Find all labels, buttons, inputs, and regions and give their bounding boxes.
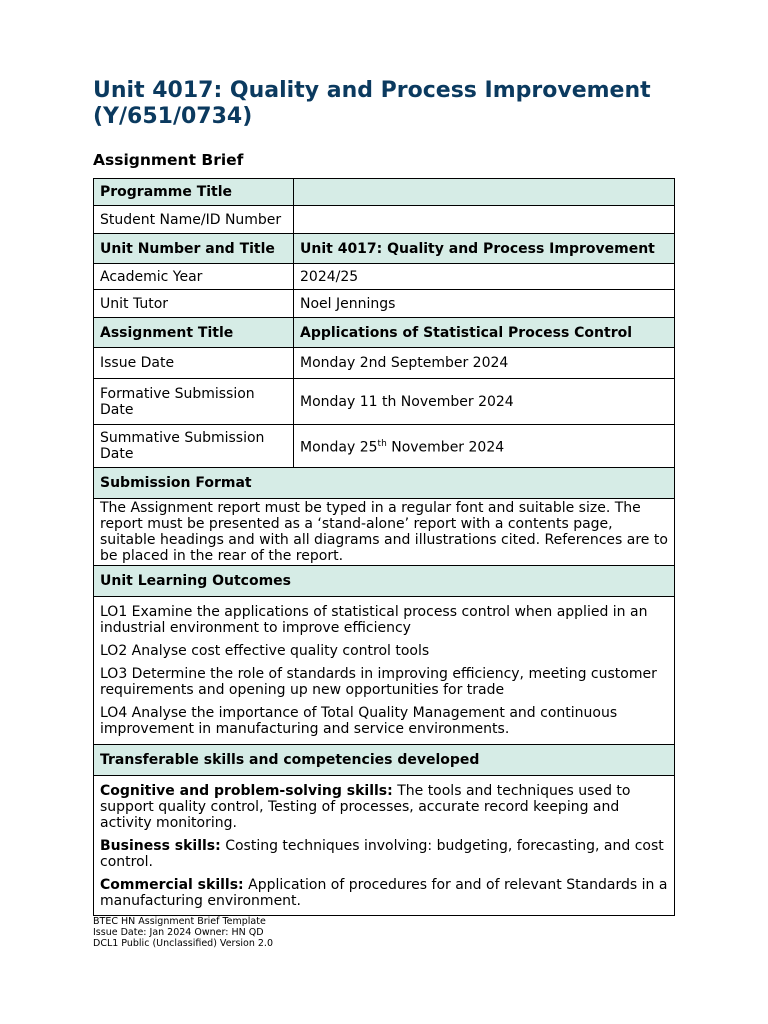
transferable-skills-heading: Transferable skills and competencies developed bbox=[94, 745, 675, 776]
submission-format-text: The Assignment report must be typed in a regular font and suitable size. The report must be presented as a ‘stand-alone’ report with a contents page, suitable headings and with all diagrams and illustrations cited. References are to be placed in the rear of the report. bbox=[94, 499, 675, 566]
footer-line: BTEC HN Assignment Brief Template bbox=[93, 916, 266, 927]
table-row bbox=[94, 234, 675, 264]
academic-year-label: Academic Year bbox=[94, 264, 294, 290]
assignment-title-value: Applications of Statistical Process Control bbox=[294, 318, 675, 348]
table-row bbox=[94, 264, 675, 290]
footer-line: DCL1 Public (Unclassified) Version 2.0 bbox=[93, 938, 273, 949]
student-name-value bbox=[294, 206, 675, 234]
student-name-label: Student Name/ID Number bbox=[94, 206, 294, 234]
footer-line: Issue Date: Jan 2024 Owner: HN QD bbox=[93, 927, 264, 938]
page-title: Unit 4017: Quality and Process Improvement (Y/651/0734) bbox=[93, 78, 651, 129]
summative-date-label: Summative Submission Date bbox=[94, 425, 294, 468]
issue-date-value: Monday 2nd September 2024 bbox=[294, 348, 675, 379]
skill-label: Cognitive and problem-solving skills: bbox=[100, 782, 393, 799]
summative-date-value bbox=[294, 425, 675, 468]
summative-date-ordinal: th bbox=[377, 439, 387, 450]
unit-number-label: Unit Number and Title bbox=[94, 234, 294, 264]
issue-date-label: Issue Date bbox=[94, 348, 294, 379]
summative-date-month: November 2024 bbox=[386, 439, 505, 456]
table-row bbox=[94, 206, 675, 234]
section-subtitle: Assignment Brief bbox=[93, 151, 244, 169]
summative-date-day: Monday 25 bbox=[300, 439, 378, 456]
skill-label: Business skills: bbox=[100, 837, 221, 854]
table-row bbox=[94, 179, 675, 206]
formative-date-label: Formative Submission Date bbox=[94, 379, 294, 425]
table-row bbox=[94, 379, 675, 425]
skill-text: Costing techniques involving: budgeting, forecasting, and cost control. bbox=[100, 837, 664, 870]
learning-outcome-item: LO2 Analyse cost effective quality control tools bbox=[100, 643, 430, 659]
skill-text: The tools and techniques used to support quality control, Testing of processes, accurate record keeping and activity monitoring. bbox=[100, 782, 631, 831]
programme-title-label: Programme Title bbox=[94, 179, 294, 206]
page-footer bbox=[93, 916, 273, 949]
unit-number-value: Unit 4017: Quality and Process Improvement bbox=[294, 234, 675, 264]
formative-date-value: Monday 11 th November 2024 bbox=[294, 379, 675, 425]
submission-format-heading: Submission Format bbox=[94, 468, 675, 499]
learning-outcomes-list bbox=[94, 597, 675, 745]
programme-title-value bbox=[294, 179, 675, 206]
table-row bbox=[94, 318, 675, 348]
learning-outcome-item: LO4 Analyse the importance of Total Quality Management and continuous improvement in manufacturing and service environments. bbox=[100, 705, 618, 737]
table-row bbox=[94, 776, 675, 916]
table-row bbox=[94, 425, 675, 468]
skill-item bbox=[100, 783, 668, 831]
table-row bbox=[94, 290, 675, 318]
learning-outcomes-heading: Unit Learning Outcomes bbox=[94, 566, 675, 597]
unit-tutor-label: Unit Tutor bbox=[94, 290, 294, 318]
assignment-title-label: Assignment Title bbox=[94, 318, 294, 348]
table-row bbox=[94, 499, 675, 566]
table-row bbox=[94, 468, 675, 499]
skill-text: Application of procedures for and of relevant Standards in a manufacturing environment. bbox=[100, 876, 668, 909]
table-row bbox=[94, 348, 675, 379]
skill-item bbox=[100, 838, 668, 870]
table-row bbox=[94, 597, 675, 745]
learning-outcome-item: LO3 Determine the role of standards in improving efficiency, meeting customer requirements and opening up new opportunities for trade bbox=[100, 666, 657, 698]
skill-item bbox=[100, 877, 668, 909]
table-row bbox=[94, 566, 675, 597]
learning-outcome-item: LO1 Examine the applications of statistical process control when applied in an industrial environment to improve efficiency bbox=[100, 604, 648, 636]
skill-label: Commercial skills: bbox=[100, 876, 244, 893]
assignment-brief-table bbox=[93, 178, 675, 916]
table-row bbox=[94, 745, 675, 776]
unit-tutor-value: Noel Jennings bbox=[294, 290, 675, 318]
transferable-skills-list bbox=[94, 776, 675, 916]
academic-year-value: 2024/25 bbox=[294, 264, 675, 290]
